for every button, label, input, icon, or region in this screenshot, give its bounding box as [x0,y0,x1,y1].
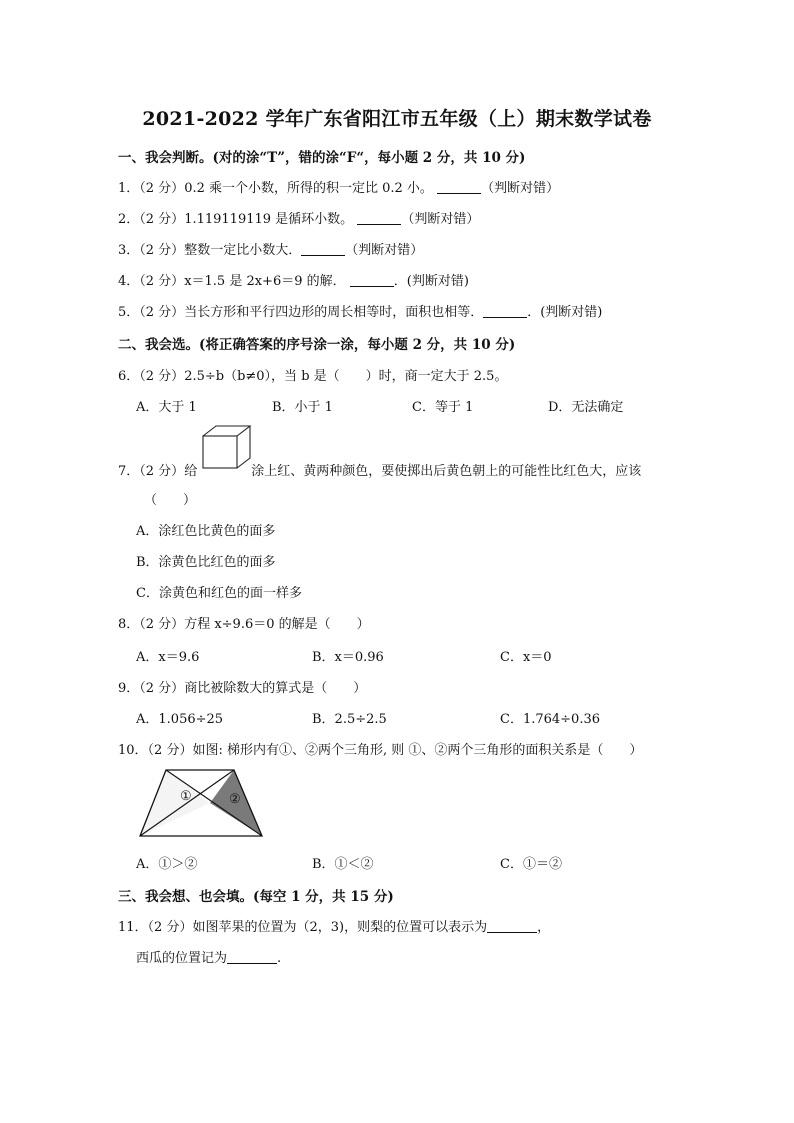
q3-number: 3． [118,243,140,258]
q6-number: 6． [118,369,140,384]
section-heading-choose: 二、我会选。(将正确答案的序号涂一涂，每小题 2 分，共 10 分) [118,337,516,353]
q9-option-c[interactable]: C．1.764÷0.36 [500,712,601,727]
q2-answer-blank[interactable] [357,210,401,225]
triangle-2-label: ② [229,792,241,807]
q11-points: （2 分） [147,920,193,935]
q7-number: 7． [118,464,140,479]
q1-answer-blank[interactable] [437,179,481,194]
q8-points: （2 分） [139,617,185,632]
q5-number: 5． [118,305,140,320]
question-6 [118,365,507,384]
q11-pear-blank[interactable] [487,918,537,933]
q11-line2-text: 西瓜的位置记为 [136,951,228,966]
q1-number: 1． [118,181,140,196]
page-title: 2021-2022 学年广东省阳江市五年级（上）期末数学试卷 [142,108,652,130]
q7-paren: （ ） [144,493,197,508]
q3-answer-blank[interactable] [301,241,345,256]
question-8 [118,613,370,632]
q2-text: 1.119119119 是循环小数。 [184,212,354,227]
q3-points: （2 分） [139,243,185,258]
question-10 [118,739,642,758]
question-9 [118,677,366,696]
question-1 [118,177,559,196]
q7-text: 涂上红、黄两种颜色，要使掷出后黄色朝上的可能性比红色大，应该 [251,464,642,479]
q7-option-b[interactable]: B．涂黄色比红色的面多 [136,555,276,570]
q5-points: （2 分） [139,305,185,320]
q1-points: （2 分） [139,181,185,196]
q5-answer-blank[interactable] [483,303,527,318]
section-heading-judge: 一、我会判断。(对的涂“T”，错的涂“F“，每小题 2 分，共 10 分) [118,150,526,166]
q1-tail: （判断对错） [481,181,560,196]
triangle-1-label: ① [180,789,192,804]
q7-pre: 给 [184,464,198,479]
section-heading-fill: 三、我会想、也会填。(每空 1 分，共 15 分) [118,889,394,905]
q6-text: 2.5÷b（b≠0），当 b 是（ ）时，商一定大于 2.5。 [184,369,508,384]
q4-tail: ．(判断对错) [393,274,469,289]
q4-number: 4． [118,274,140,289]
q2-points: （2 分） [139,212,185,227]
q9-text: 商比被除数大的算式是（ ） [184,681,367,696]
q6-option-c[interactable]: C．等于 1 [412,400,474,415]
q5-text: 当长方形和平行四边形的周长相等时，面积也相等． [184,305,484,320]
q11-text: 如图苹果的位置为（2，3)，则梨的位置可以表示为 [192,920,488,935]
q11-end: . [277,951,282,966]
q9-points: （2 分） [139,681,185,696]
q9-option-a[interactable]: A．1.056÷25 [136,712,224,727]
q4-text: x＝1.5 是 2x+6＝9 的解． [184,274,346,289]
q11-number: 11． [118,920,148,935]
q9-number: 9． [118,681,140,696]
question-11 [118,916,550,935]
q9-option-b[interactable]: B．2.5÷2.5 [312,712,387,727]
q8-text: 方程 x÷9.6＝0 的解是（ ） [184,617,370,632]
q4-points: （2 分） [139,274,185,289]
question-4 [118,270,469,289]
q3-text: 整数一定比小数大． [184,243,302,258]
question-2 [118,208,479,227]
q2-number: 2． [118,212,140,227]
q6-points: （2 分） [139,369,185,384]
q4-answer-blank[interactable] [350,272,394,287]
q10-option-c[interactable]: C．①＝② [500,857,562,872]
question-3 [118,239,423,258]
q6-option-a[interactable]: A．大于 1 [136,400,197,415]
q7-option-a[interactable]: A．涂红色比黄色的面多 [136,524,276,539]
q10-option-b[interactable]: B．①＜② [312,857,374,872]
q7-option-c[interactable]: C．涂黄色和红色的面一样多 [136,586,302,601]
q7-points: （2 分） [139,464,185,479]
q10-points: （2 分） [147,743,193,758]
q8-option-c[interactable]: C．x＝0 [500,650,552,665]
trapezoid-figure [136,767,266,839]
question-5 [118,301,602,320]
q8-option-b[interactable]: B．x＝0.96 [312,650,384,665]
q6-option-d[interactable]: D．无法确定 [548,400,624,415]
q3-tail: （判断对错） [345,243,424,258]
q11-comma: ， [537,920,551,935]
q10-number: 10． [118,743,148,758]
question-7 [118,460,641,479]
q8-option-a[interactable]: A．x＝9.6 [136,650,200,665]
q10-text: 如图: 梯形内有①、②两个三角形, 则 ①、②两个三角形的面积关系是（ ） [192,743,643,758]
q11-watermelon-blank[interactable] [227,949,277,964]
q5-tail: ．(判断对错) [527,305,603,320]
q1-text: 0.2 乘一个小数，所得的积一定比 0.2 小。 [184,181,433,196]
question-11-line2 [136,947,281,966]
q6-option-b[interactable]: B．小于 1 [272,400,333,415]
q2-tail: （判断对错） [401,212,480,227]
cube-figure [202,424,254,470]
q8-number: 8． [118,617,140,632]
q10-option-a[interactable]: A．①＞② [136,857,198,872]
